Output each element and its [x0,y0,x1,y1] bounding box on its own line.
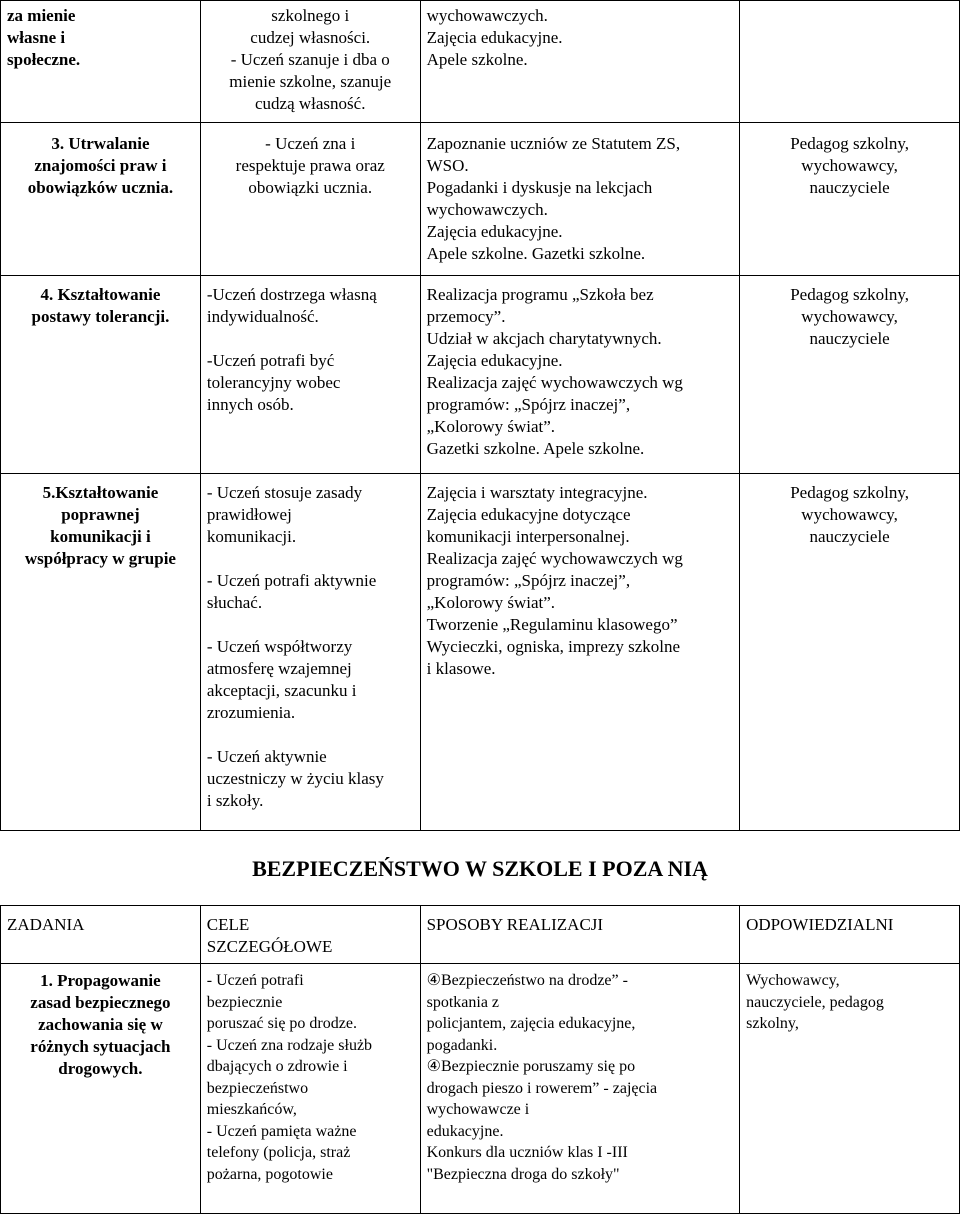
text-line: Pogadanki i dyskusje na lekcjach [426,178,653,197]
text-line: Realizacja programu „Szkoła bez [426,285,654,304]
text-line: 3. Utrwalanie [51,134,150,153]
task-cell [1,474,201,831]
text-line: -Uczeń potrafi być [206,351,335,370]
text-line: - Uczeń zna rodzaje służb [206,1036,373,1054]
text-line: - Uczeń potrafi [206,972,304,989]
text-line: innych osób. [206,395,294,414]
header-row [1,906,960,964]
responsible-cell [740,276,960,474]
text-line: nauczyciele [809,527,890,546]
responsible-cell [740,474,960,831]
header-goals [200,906,420,964]
table-row [1,123,960,276]
text-line: „Kolorowy świat”. [426,593,556,612]
text-line: Zajęcia edukacyjne. [426,222,563,241]
text-line: - Uczeń szanuje i dba o [230,50,390,69]
text-line: WSO. [426,156,469,175]
text-line: Udział w akcjach charytatywnych. [426,329,662,348]
text-line: "Bezpieczna droga do szkoły" [426,1165,620,1183]
text-line: obowiązków ucznia. [27,178,174,197]
text-line: Pedagog szkolny, [790,285,910,304]
text-line: ④Bezpiecznie poruszamy się po [426,1058,636,1075]
text-line: respektuje prawa oraz [235,156,385,175]
table-row [1,474,960,831]
text-line: spotkania z [426,993,500,1011]
text-line: nauczyciele [809,178,890,197]
text-line: wychowawczych. [426,6,548,25]
text-line: Realizacja zajęć wychowawczych wg [426,373,683,392]
goal-paragraph [207,570,414,614]
text-line: komunikacji interpersonalnej. [426,527,630,546]
task-cell [1,964,201,1214]
text-line: obowiązki ucznia. [248,178,373,197]
text-line: cudzej własności. [250,28,371,47]
text-line: CELE [206,915,250,934]
text-line: edukacyjne. [426,1122,504,1140]
safety-table [0,905,960,1214]
text-line: pożarna, pogotowie [206,1165,333,1183]
text-line: policjantem, zajęcia edukacyjne, [426,1015,636,1032]
table-row [1,964,960,1214]
text-line: -Uczeń dostrzega własną [206,285,377,304]
text-line: mienie szkolne, szanuje [229,72,392,91]
header-methods: SPOSOBY REALIZACJI [420,906,740,964]
text-line: Wycieczki, ogniska, imprezy szkolne [426,637,681,656]
text-line: wychowawcy, [801,505,898,524]
text-line: zrozumienia. [206,703,296,722]
header-tasks: ZADANIA [1,906,201,964]
table-row [1,1,960,123]
text-line: pogadanki. [426,1036,498,1054]
text-line: Apele szkolne. Gazetki szkolne. [426,244,646,263]
text-line: dbających o zdrowie i [206,1058,348,1075]
text-line: społeczne. [7,50,81,69]
text-line: Konkurs dla uczniów klas I -III [426,1144,628,1161]
text-line: wychowawcy, [801,156,898,175]
text-line: 1. Propagowanie [40,971,161,990]
text-line: - Uczeń pamięta ważne [206,1122,357,1140]
text-line: - Uczeń stosuje zasady [206,483,363,502]
goal-paragraph [207,350,414,416]
task-cell [1,276,201,474]
text-line: cudzą własność. [255,94,366,113]
text-line: szkolnego i [271,6,350,25]
text-line: komunikacji i [50,527,151,546]
text-line: słuchać. [206,593,263,612]
text-line: Zajęcia i warsztaty integracyjne. [426,483,648,502]
text-line: Zajęcia edukacyjne. [426,351,563,370]
goal-paragraph [207,636,414,724]
text-line: tolerancyjny wobec [206,373,341,392]
text-line: atmosferę wzajemnej [206,659,352,678]
text-line: prawidłowej [206,505,292,524]
responsible-cell [740,964,960,1214]
text-line: Wychowawcy, [746,972,840,989]
text-line: - Uczeń współtworzy [206,637,353,656]
section-title: BEZPIECZEŃSTWO W SZKOLE I POZA NIĄ [252,856,708,881]
text-line: poruszać się po drodze. [206,1015,357,1032]
text-line: bezpiecznie [206,993,283,1011]
goals-cell [200,276,420,474]
text-line: bezpieczeństwo [206,1079,309,1097]
methods-cell [420,474,740,831]
text-line: Zajęcia edukacyjne. [426,28,563,47]
text-line: różnych sytuacjach [30,1037,171,1056]
text-line: mieszkańców, [206,1101,297,1118]
header-responsible: ODPOWIEDZIALNI [740,906,960,964]
text-line: Zapoznanie uczniów ze Statutem ZS, [426,134,681,153]
text-line: 4. Kształtowanie [40,285,161,304]
text-line: Apele szkolne. [426,50,528,69]
text-line: Pedagog szkolny, [790,483,910,502]
text-line: znajomości praw i [34,156,167,175]
text-line: - Uczeń aktywnie [206,747,327,766]
responsible-cell [740,1,960,123]
text-line: ④Bezpieczeństwo na drodze” - [426,972,628,989]
text-line: drogach pieszo i rowerem” - zajęcia [426,1079,658,1097]
text-line: Tworzenie „Regulaminu klasowego” [426,615,678,634]
text-line: wychowawcy, [801,307,898,326]
goals-cell [200,964,420,1214]
text-line: akceptacji, szacunku i [206,681,357,700]
text-line: telefony (policja, straż [206,1144,351,1161]
methods-cell [420,276,740,474]
text-line: Pedagog szkolny, [790,134,910,153]
methods-cell [420,123,740,276]
responsible-cell [740,123,960,276]
goal-paragraph [207,284,414,328]
methods-cell [420,1,740,123]
text-line: Realizacja zajęć wychowawczych wg [426,549,683,568]
text-line: wychowawczych. [426,200,548,219]
text-line: nauczyciele [809,329,890,348]
text-line: wychowawcze i [426,1101,530,1118]
text-line: - Uczeń zna i [265,134,356,153]
text-line: Zajęcia edukacyjne dotyczące [426,505,631,524]
text-line: za mienie [7,6,76,25]
text-line: programów: „Spójrz inaczej”, [426,571,631,590]
text-line: współpracy w grupie [24,549,176,568]
goal-paragraph [207,746,414,812]
goal-paragraph [207,482,414,548]
text-line: Gazetki szkolne. Apele szkolne. [426,439,645,458]
goals-cell [200,474,420,831]
text-line: 5.Kształtowanie [42,483,159,502]
text-line: nauczyciele, pedagog [746,993,884,1011]
text-line: i klasowe. [426,659,496,678]
text-line: i szkoły. [206,791,264,810]
text-line: szkolny, [746,1015,799,1032]
text-line: zachowania się w [38,1015,163,1034]
goals-cell [200,1,420,123]
text-line: indywidualność. [206,307,319,326]
table-row [1,276,960,474]
methods-cell [420,964,740,1214]
text-line: programów: „Spójrz inaczej”, [426,395,631,414]
goals-cell [200,123,420,276]
text-line: przemocy”. [426,307,506,326]
text-line: poprawnej [61,505,140,524]
text-line: postawy tolerancji. [31,307,170,326]
text-line: zasad bezpiecznego [30,993,171,1012]
text-line: uczestniczy w życiu klasy [206,769,384,788]
text-line: własne i [7,28,66,47]
text-line: „Kolorowy świat”. [426,417,556,436]
text-line: drogowych. [58,1059,143,1078]
task-cell [1,1,201,123]
text-line: komunikacji. [206,527,297,546]
task-cell [1,123,201,276]
text-line: - Uczeń potrafi aktywnie [206,571,377,590]
text-line: SZCZEGÓŁOWE [206,937,333,956]
